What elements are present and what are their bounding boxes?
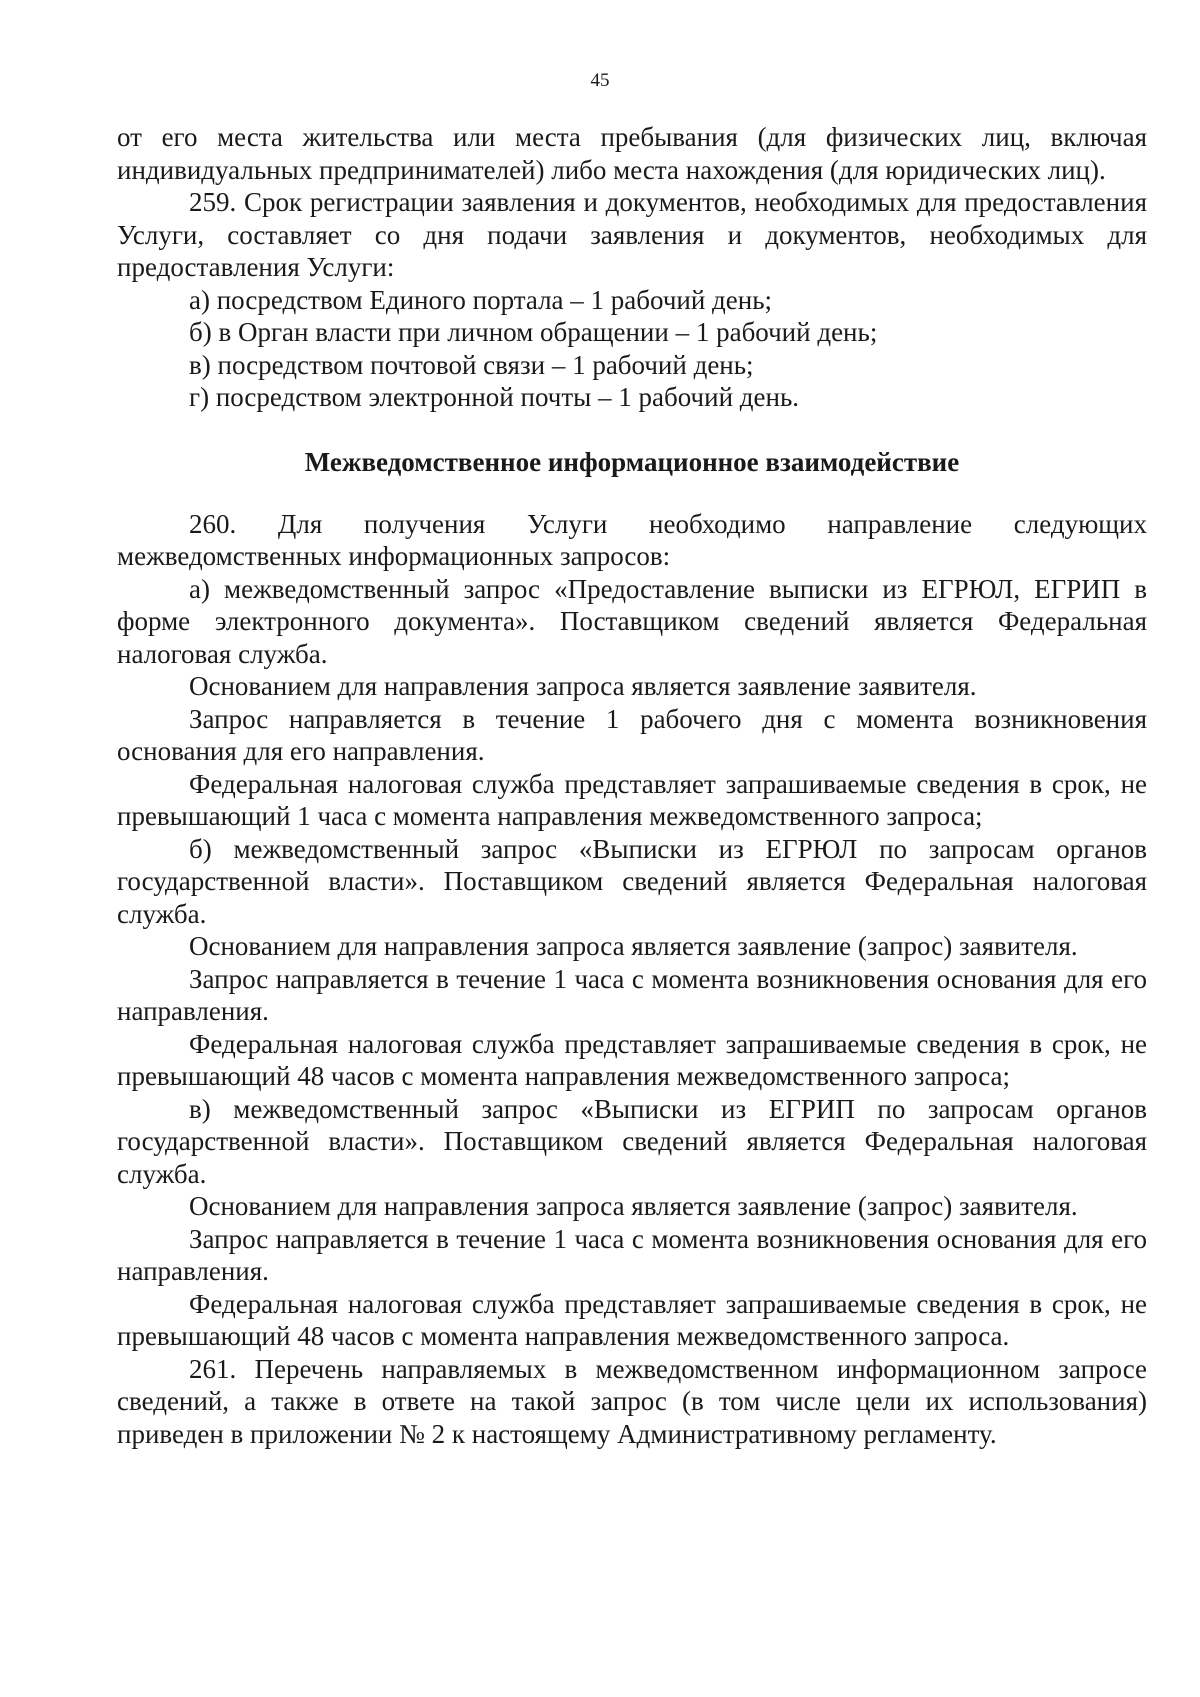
paragraph: Федеральная налоговая служба представляет запрашиваемые сведения в срок, не превышающий 48 часов с момента направления межведомственного запроса; (117, 1028, 1147, 1091)
section-heading: Межведомственное информационное взаимодействие (304, 446, 960, 477)
paragraph: Основанием для направления запроса является заявление заявителя. (189, 671, 977, 701)
page-number: 45 (590, 70, 610, 91)
paragraph: Основанием для направления запроса является заявление (запрос) заявителя. (189, 931, 1078, 961)
paragraph: б) межведомственный запрос «Выписки из ЕГРЮЛ по запросам органов государственной власти». Поставщиком сведений является Федеральная налоговая служба. (117, 833, 1147, 929)
list-item-b: б) в Орган власти при личном обращении – 1 рабочий день; (189, 317, 878, 347)
paragraph-259: 259. Срок регистрации заявления и документов, необходимых для предоставления Услуги, составляет со дня подачи заявления и документов, необходимых для предоставления Услуги: (117, 187, 1147, 282)
page-content (117, 121, 1147, 1450)
list-item-a: а) посредством Единого портала – 1 рабочий день; (189, 284, 773, 315)
list-item-v: в) посредством почтовой связи – 1 рабочий день; (189, 349, 754, 380)
paragraph: от его места жительства или места пребывания (для физических лиц, включая индивидуальных предпринимателей) либо места нахождения (для юридических лиц). (117, 122, 1147, 185)
paragraph: Запрос направляется в течение 1 рабочего дня с момента возникновения основания для его направления. (117, 703, 1147, 766)
paragraph: Основанием для направления запроса является заявление (запрос) заявителя. (189, 1191, 1078, 1221)
paragraph: Запрос направляется в течение 1 часа с момента возникновения основания для его направления. (117, 1223, 1147, 1286)
paragraph: Федеральная налоговая служба представляет запрашиваемые сведения в срок, не превышающий 1 часа с момента направления межведомственного запроса; (117, 768, 1147, 831)
paragraph: Запрос направляется в течение 1 часа с момента возникновения основания для его направления. (117, 963, 1147, 1026)
paragraph: а) межведомственный запрос «Предоставление выписки из ЕГРЮЛ, ЕГРИП в форме электронного документа». Поставщиком сведений является Федеральная налоговая служба. (117, 573, 1147, 669)
paragraph-260: 260. Для получения Услуги необходимо направление следующих межведомственных информационных запросов: (117, 508, 1147, 571)
paragraph: Федеральная налоговая служба представляет запрашиваемые сведения в срок, не превышающий 48 часов с момента направления межведомственного запроса. (117, 1288, 1147, 1351)
paragraph: в) межведомственный запрос «Выписки из ЕГРИП по запросам органов государственной власти». Поставщиком сведений является Федеральная налоговая служба. (117, 1093, 1147, 1189)
list-item-g: г) посредством электронной почты – 1 рабочий день. (189, 382, 800, 412)
paragraph-261: 261. Перечень направляемых в межведомственном информационном запросе сведений, а также в ответе на такой запрос (в том числе цели их использования) приведен в приложении № 2 к настоящему Административному регламенту. (117, 1353, 1147, 1449)
